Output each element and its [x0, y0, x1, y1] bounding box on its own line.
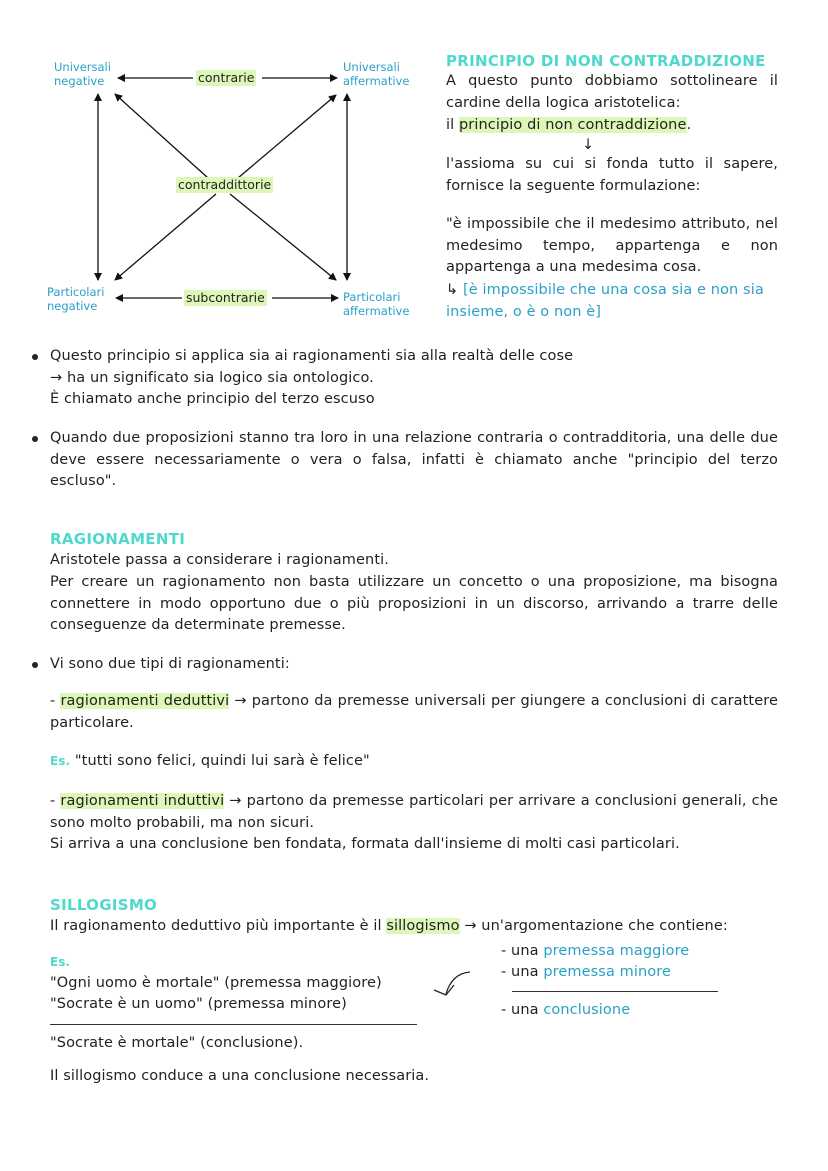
- intro-pre: Il ragionamento deduttivo più importante è il: [50, 918, 387, 934]
- item3: conclusione: [543, 1002, 631, 1018]
- curved-arrow-icon: [428, 968, 474, 1002]
- sillogismo-list-divider: [512, 991, 718, 992]
- item1: premessa maggiore: [543, 943, 690, 959]
- sillogismo-example-divider: [50, 1024, 417, 1025]
- sillogismo-item-premessa-minore: [501, 962, 671, 984]
- item2-pre: - una: [501, 964, 544, 980]
- sillogismo-ex1: "Ogni uomo è mortale" (premessa maggiore): [50, 975, 382, 991]
- bullet-tipi-ragionamenti: Vi sono due tipi di ragionamenti:: [50, 654, 778, 676]
- bullet1-line1: Questo principio si applica sia ai ragionamenti sia alla realtà delle cose: [50, 348, 574, 364]
- sillogismo-heading: SILLOGISMO: [50, 896, 158, 914]
- principio-quote: "è impossibile che il medesimo attributo, nel medesimo tempo, appartenga e non appartenga a una medesima cosa.: [446, 216, 778, 275]
- principio-heading: PRINCIPIO DI NON CONTRADDIZIONE: [446, 52, 766, 70]
- label-universali-affermative: Universali affermative: [343, 60, 410, 88]
- sillogismo-closing: Il sillogismo conduce a una conclusione necessaria.: [50, 1068, 430, 1084]
- principio-line2: [446, 115, 778, 137]
- arrow-diag-bottom-right: [230, 194, 336, 280]
- ind-text: → partono da premesse particolari per arrivare a conclusioni generali, che sono molto probabili, ma non sicuri.: [50, 793, 779, 831]
- principio-note: [446, 280, 778, 323]
- label-universali-negative: Universali negative: [54, 60, 111, 88]
- ded-highlight: ragionamenti deduttivi: [60, 693, 230, 709]
- arrow-diag-top-right: [238, 95, 336, 178]
- arrow-diag-bottom-left: [115, 194, 216, 280]
- arrow-diag-top-left: [115, 94, 208, 178]
- ded-dash: -: [50, 693, 61, 709]
- label-contrarie: contrarie: [198, 70, 255, 85]
- principio-line3: l'assioma su cui si fonda tutto il sapere, fornisce la seguente formulazione:: [446, 156, 778, 194]
- ragionamenti-heading: RAGIONAMENTI: [50, 530, 186, 548]
- ind-highlight: ragionamenti induttivi: [60, 793, 225, 809]
- diagram-arrows: [0, 0, 440, 330]
- sillogismo-ex2: "Socrate è un uomo" (premessa minore): [50, 996, 347, 1012]
- label-contraddittorie: contraddittorie: [178, 177, 272, 192]
- ragionamenti-induttivi: [50, 791, 778, 834]
- principio-line1: A questo punto dobbiamo sottolineare il cardine della logica aristotelica:: [446, 73, 778, 111]
- es-text: "tutti sono felici, quindi lui sarà è felice": [70, 753, 370, 769]
- label-particolari-affermative: Particolari affermative: [343, 290, 410, 318]
- down-arrow: ↓: [582, 137, 595, 153]
- ragionamenti-esempio: [50, 751, 778, 773]
- note-arrow: ↳: [446, 282, 459, 298]
- sillogismo-item-premessa-maggiore: [501, 941, 689, 963]
- sillogismo-es-label: Es.: [50, 955, 70, 969]
- ragionamenti-deduttivi: [50, 691, 778, 734]
- principio-line2-post: .: [686, 117, 692, 133]
- label-subcontrarie: subcontrarie: [186, 290, 265, 305]
- note-text: [è impossibile che una cosa sia e non sia insieme, o è o non è]: [446, 282, 764, 320]
- principio-highlight: principio di non contraddizione: [458, 117, 687, 133]
- principio-line2-pre: il: [446, 117, 459, 133]
- item1-pre: - una: [501, 943, 544, 959]
- sillogismo-intro: [50, 916, 790, 938]
- bullet-principio-applica: [50, 346, 778, 411]
- sillogismo-ex3: "Socrate è mortale" (conclusione).: [50, 1035, 304, 1051]
- es-label: Es.: [50, 754, 71, 768]
- ded-text: → partono da premesse universali per giungere a conclusioni di carattere particolare.: [50, 693, 778, 731]
- ind-dash: -: [50, 793, 61, 809]
- intro-post: → un'argomentazione che contiene:: [459, 918, 728, 934]
- item3-pre: - una: [501, 1002, 544, 1018]
- item2: premessa minore: [543, 964, 672, 980]
- sillogismo-highlight: sillogismo: [386, 918, 460, 934]
- bullet-terzo-escluso: Quando due proposizioni stanno tra loro in una relazione contraria o contradditoria, una delle due deve essere necessariamente o vera o falsa, infatti è chiamato anche "principio del terzo escluso".: [50, 428, 778, 493]
- sillogismo-item-conclusione: [501, 1000, 630, 1022]
- ragionamenti-induttivi-l2: Si arriva a una conclusione ben fondata, formata dall'insieme di molti casi particolari.: [50, 836, 680, 852]
- label-particolari-negative: Particolari negative: [47, 285, 105, 313]
- bullet1-line3: È chiamato anche principio del terzo escuso: [50, 391, 375, 407]
- ragionamenti-p2: Per creare un ragionamento non basta utilizzare un concetto o una proposizione, ma bisogna connettere in modo opportuno due o più proposizioni in un discorso, arrivando a trarre delle conseguenze da determinate premesse.: [50, 574, 778, 633]
- ragionamenti-p1: Aristotele passa a considerare i ragionamenti.: [50, 552, 389, 568]
- bullet1-line2: → ha un significato sia logico sia ontologico.: [50, 369, 374, 386]
